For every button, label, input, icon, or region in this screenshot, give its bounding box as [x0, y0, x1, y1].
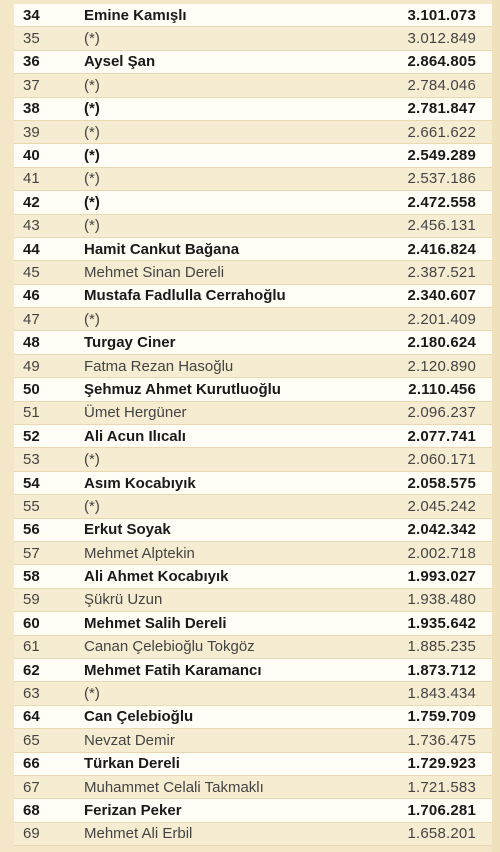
name-cell: Can Çelebioğlu [84, 708, 194, 726]
name-cell: Hamit Cankut Bağana [84, 240, 240, 258]
name-cell: (*) [84, 451, 100, 469]
rank-cell: 48 [23, 334, 40, 352]
value-cell: 1.873.712 [407, 661, 476, 679]
value-cell: 2.387.521 [407, 263, 476, 281]
name-cell: Ümet Hergüner [84, 404, 187, 422]
table-row [14, 659, 492, 682]
name-cell: Muhammet Celali Takmaklı [84, 778, 264, 796]
name-cell: Mehmet Ali Erbil [84, 825, 193, 843]
rank-cell: 55 [23, 497, 40, 515]
table-row [14, 378, 492, 401]
name-cell: Mehmet Salih Dereli [84, 614, 227, 632]
rank-cell: 56 [23, 521, 40, 539]
value-cell: 2.472.558 [407, 193, 476, 211]
name-cell: Turgay Ciner [84, 334, 176, 352]
name-cell: Ferizan Peker [84, 801, 182, 819]
rank-cell: 36 [23, 53, 40, 71]
value-cell: 1.736.475 [407, 731, 476, 749]
table-row [14, 402, 492, 425]
name-cell: (*) [84, 193, 100, 211]
rank-cell: 38 [23, 100, 40, 118]
rank-cell: 51 [23, 404, 40, 422]
rank-cell: 59 [23, 591, 40, 609]
rank-cell: 49 [23, 357, 40, 375]
name-cell: Mustafa Fadlulla Cerrahoğlu [84, 287, 286, 305]
rank-cell: 67 [23, 778, 40, 796]
table-row [14, 823, 492, 846]
name-cell: (*) [84, 310, 100, 328]
table-row [14, 331, 492, 354]
value-cell: 2.180.624 [407, 334, 476, 352]
name-cell: (*) [84, 123, 100, 141]
rank-cell: 39 [23, 123, 40, 141]
value-cell: 2.864.805 [407, 53, 476, 71]
table-row [14, 51, 492, 74]
rank-cell: 63 [23, 685, 40, 703]
value-cell: 2.549.289 [407, 147, 476, 165]
value-cell: 2.060.171 [407, 451, 476, 469]
value-cell: 1.993.027 [407, 568, 476, 586]
table-row [14, 495, 492, 518]
table-row [14, 121, 492, 144]
table-row [14, 729, 492, 752]
value-cell: 2.110.456 [408, 380, 476, 398]
value-cell: 1.843.434 [407, 685, 476, 703]
value-cell: 3.012.849 [407, 30, 476, 48]
table-row [14, 682, 492, 705]
value-cell: 1.938.480 [407, 591, 476, 609]
rank-cell: 62 [23, 661, 40, 679]
value-cell: 2.416.824 [407, 240, 476, 258]
table-row [14, 636, 492, 659]
value-cell: 2.537.186 [407, 170, 476, 188]
table-row [14, 144, 492, 167]
table-row [14, 706, 492, 729]
rank-cell: 40 [23, 147, 40, 165]
name-cell: Ali Ahmet Kocabıyık [84, 568, 229, 586]
value-cell: 2.661.622 [407, 123, 476, 141]
value-cell: 3.101.073 [407, 6, 476, 24]
table-row [14, 753, 492, 776]
value-cell: 2.042.342 [407, 521, 476, 539]
value-cell: 1.729.923 [407, 755, 476, 773]
name-cell: (*) [84, 170, 100, 188]
value-cell: 1.935.642 [407, 614, 476, 632]
name-cell: Mehmet Sinan Dereli [84, 263, 225, 281]
value-cell: 1.658.201 [407, 825, 476, 843]
name-cell: (*) [84, 497, 100, 515]
ranking-table [14, 4, 492, 846]
rank-cell: 64 [23, 708, 40, 726]
table-row [14, 448, 492, 471]
rank-cell: 43 [23, 217, 40, 235]
table-row [14, 519, 492, 542]
name-cell: Mehmet Alptekin [84, 544, 195, 562]
rank-cell: 53 [23, 451, 40, 469]
table-row [14, 612, 492, 635]
table-row [14, 308, 492, 331]
table-row [14, 4, 492, 27]
rank-cell: 46 [23, 287, 40, 305]
name-cell: Erkut Soyak [84, 521, 171, 539]
name-cell: Fatma Rezan Hasoğlu [84, 357, 234, 375]
value-cell: 2.045.242 [407, 497, 476, 515]
table-row [14, 425, 492, 448]
value-cell: 2.340.607 [407, 287, 476, 305]
value-cell: 2.096.237 [407, 404, 476, 422]
value-cell: 2.058.575 [407, 474, 476, 492]
rank-cell: 69 [23, 825, 40, 843]
name-cell: (*) [84, 100, 100, 118]
page-edge [492, 0, 500, 852]
name-cell: Şehmuz Ahmet Kurutluoğlu [84, 380, 281, 398]
name-cell: Canan Çelebioğlu Tokgöz [84, 638, 255, 656]
name-cell: (*) [84, 76, 100, 94]
value-cell: 2.002.718 [407, 544, 476, 562]
name-cell: Emine Kamışlı [84, 6, 187, 24]
rank-cell: 35 [23, 30, 40, 48]
value-cell: 1.721.583 [407, 778, 476, 796]
rank-cell: 41 [23, 170, 40, 188]
name-cell: (*) [84, 685, 100, 703]
table-row [14, 27, 492, 50]
value-cell: 2.201.409 [407, 310, 476, 328]
rank-cell: 68 [23, 801, 40, 819]
value-cell: 2.781.847 [407, 100, 476, 118]
rank-cell: 60 [23, 614, 40, 632]
rank-cell: 65 [23, 731, 40, 749]
value-cell: 1.885.235 [407, 638, 476, 656]
name-cell: Asım Kocabıyık [84, 474, 196, 492]
table-row [14, 285, 492, 308]
rank-cell: 47 [23, 310, 40, 328]
value-cell: 1.706.281 [407, 801, 476, 819]
table-row [14, 168, 492, 191]
rank-cell: 52 [23, 427, 40, 445]
rank-cell: 61 [23, 638, 40, 656]
rank-cell: 66 [23, 755, 40, 773]
rank-cell: 50 [23, 380, 40, 398]
rank-cell: 54 [23, 474, 40, 492]
table-row [14, 799, 492, 822]
rank-cell: 42 [23, 193, 40, 211]
name-cell: (*) [84, 217, 100, 235]
name-cell: (*) [84, 30, 100, 48]
table-row [14, 261, 492, 284]
table-row [14, 589, 492, 612]
rank-cell: 57 [23, 544, 40, 562]
table-row [14, 74, 492, 97]
name-cell: Türkan Dereli [84, 755, 180, 773]
name-cell: Nevzat Demir [84, 731, 175, 749]
rank-cell: 45 [23, 263, 40, 281]
rank-cell: 37 [23, 76, 40, 94]
table-row [14, 191, 492, 214]
table-row [14, 355, 492, 378]
rank-cell: 34 [23, 6, 40, 24]
value-cell: 1.759.709 [407, 708, 476, 726]
rank-cell: 58 [23, 568, 40, 586]
name-cell: Mehmet Fatih Karamancı [84, 661, 262, 679]
table-row [14, 215, 492, 238]
table-row [14, 542, 492, 565]
name-cell: Aysel Şan [84, 53, 156, 71]
name-cell: (*) [84, 147, 100, 165]
value-cell: 2.077.741 [407, 427, 476, 445]
rank-cell: 44 [23, 240, 40, 258]
table-row [14, 238, 492, 261]
value-cell: 2.456.131 [407, 217, 476, 235]
table-row [14, 776, 492, 799]
table-row [14, 472, 492, 495]
value-cell: 2.784.046 [407, 76, 476, 94]
name-cell: Ali Acun Ilıcalı [84, 427, 186, 445]
table-row [14, 565, 492, 588]
table-row [14, 98, 492, 121]
name-cell: Şükrü Uzun [84, 591, 163, 609]
value-cell: 2.120.890 [407, 357, 476, 375]
